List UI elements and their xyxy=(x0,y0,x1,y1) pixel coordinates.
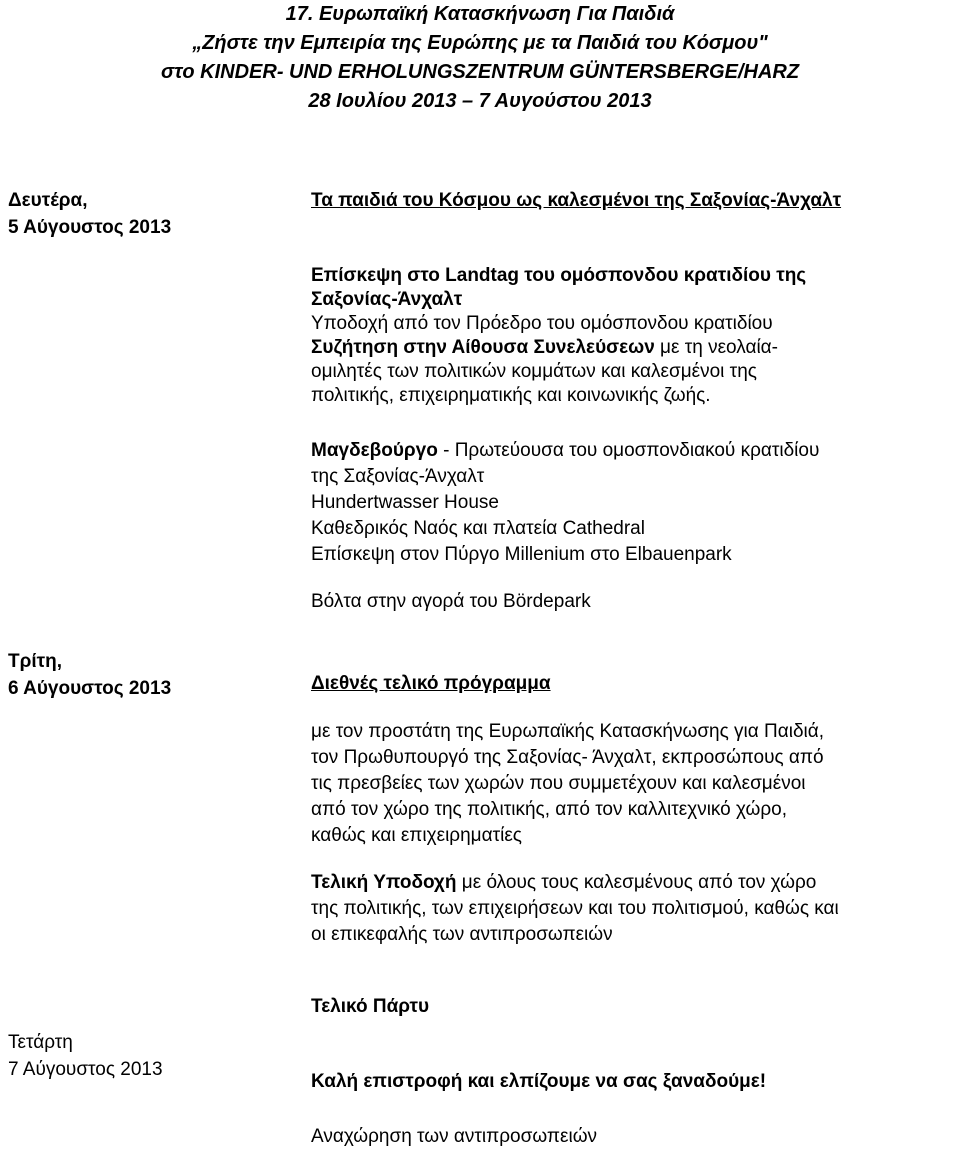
final-reception-line-2: της πολιτικής, των επιχειρήσεων και του πολιτισμού, καθώς και xyxy=(311,898,839,919)
farewell-text: Καλή επιστροφή και ελπίζουμε να σας ξαναδούμε! xyxy=(311,1071,767,1092)
wednesday-date: 7 Αύγουστος 2013 xyxy=(8,1059,163,1080)
magdeburg-rest: - Πρωτεύουσα του ομοσπονδιακού κρατιδίου xyxy=(437,440,820,461)
program-line-4: από τον χώρο της πολιτικής, από τον καλλιτεχνικό χώρο, xyxy=(311,799,787,820)
monday-stroll: Βόλτα στην αγορά του Bördepark xyxy=(311,591,591,612)
monday-date: 5 Αύγουστος 2013 xyxy=(8,217,172,238)
landtag-visit-title-cont: Σαξονίας-Άνχαλτ xyxy=(311,289,463,310)
monday-heading-block xyxy=(311,188,959,214)
landtag-visit-title: Επίσκεψη στο Landtag του ομόσπονδου κρατιδίου της xyxy=(311,265,807,286)
program-line-2: τον Πρωθυπουργό της Σαξονίας- Άνχαλτ, εκπροσώπους από xyxy=(311,747,824,768)
departure-text: Αναχώρηση των αντιπροσωπειών xyxy=(311,1126,598,1147)
event-dates: 28 Ιουλίου 2013 – 7 Αυγούστου 2013 xyxy=(308,90,652,112)
final-reception-line xyxy=(311,870,959,896)
event-venue: στο KINDER- UND ERHOLUNGSZENTRUM GÜNTERSBERGE/HARZ xyxy=(160,61,800,83)
magdeburg-line xyxy=(311,438,959,464)
final-reception-rest: με όλους τους καλεσμένους από τον χώρο xyxy=(456,872,817,893)
magdeburg-bold: Μαγδεβούργο xyxy=(311,440,438,461)
discussion-line-2: ομιλητές των πολιτικών κομμάτων και καλεσμένοι της xyxy=(311,361,757,382)
discussion-line xyxy=(311,336,959,360)
event-slogan: „Ζήστε την Εμπειρία της Ευρώπης με τα Παιδιά του Κόσμου" xyxy=(192,32,768,54)
monday-day-name: Δευτέρα, xyxy=(8,190,88,211)
discussion-bold: Συζήτηση στην Αίθουσα Συνελεύσεων xyxy=(311,337,655,358)
monday-landtag-block xyxy=(311,264,959,408)
magdeburg-line-2: της Σαξονίας-Άνχαλτ xyxy=(311,466,485,487)
tuesday-heading-block xyxy=(311,671,959,697)
program-line-5: καθώς και επιχειρηματίες xyxy=(311,825,522,846)
hundertwasser-text: Hundertwasser House xyxy=(311,492,499,513)
millenium-text: Επίσκεψη στον Πύργο Millenium στο Elbauenpark xyxy=(311,544,732,565)
discussion-line-3: πολιτικής, επιχειρηματικής και κοινωνικής ζωής. xyxy=(311,385,711,406)
event-title: 17. Ευρωπαϊκή Κατασκήνωση Για Παιδιά xyxy=(285,3,675,25)
monday-label xyxy=(8,187,171,241)
tuesday-date: 6 Αύγουστος 2013 xyxy=(8,678,172,699)
wednesday-day-name: Τετάρτη xyxy=(8,1032,73,1053)
final-reception-line-3: οι επικεφαλής των αντιπροσωπειών xyxy=(311,924,613,945)
tuesday-day-name: Τρίτη, xyxy=(8,651,63,672)
final-party: Τελικό Πάρτυ xyxy=(311,996,430,1017)
monday-heading: Τα παιδιά του Κόσμου ως καλεσμένοι της Σαξονίας-Άνχαλτ xyxy=(311,190,842,211)
tuesday-heading: Διεθνές τελικό πρόγραμμα xyxy=(311,673,551,694)
final-reception-block xyxy=(311,870,959,948)
document-header xyxy=(0,0,960,116)
tuesday-label xyxy=(8,648,171,702)
final-reception-bold: Τελική Υποδοχή xyxy=(311,872,457,893)
discussion-rest: με τη νεολαία- xyxy=(654,337,778,358)
cathedral-text: Καθεδρικός Ναός και πλατεία Cathedral xyxy=(311,518,645,539)
program-line-3: τις πρεσβείες των χωρών που συμμετέχουν και καλεσμένοι xyxy=(311,773,806,794)
monday-magdeburg-block xyxy=(311,438,959,568)
program-line-1: με τον προστάτη της Ευρωπαϊκής Κατασκήνωσης για Παιδιά, xyxy=(311,721,825,742)
reception-text: Υποδοχή από τον Πρόεδρο του ομόσπονδου κρατιδίου xyxy=(311,313,773,334)
tuesday-program-block xyxy=(311,719,959,849)
wednesday-label xyxy=(8,1029,163,1083)
